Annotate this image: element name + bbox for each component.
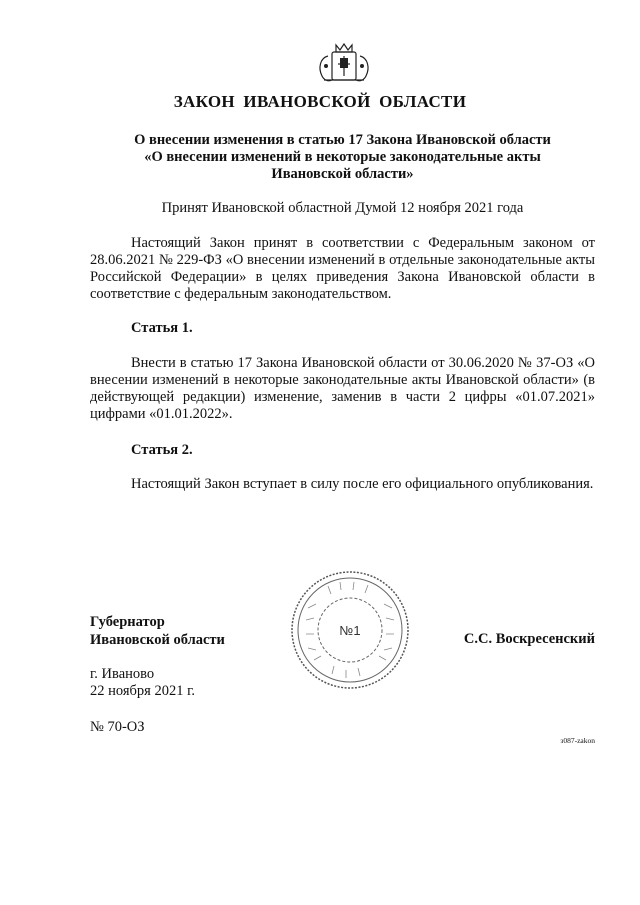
subject-line: Ивановской области» <box>271 166 414 182</box>
law-number: № 70-ОЗ <box>90 719 145 735</box>
document-code: з087-zakon <box>560 736 595 745</box>
subject-line: О внесении изменения в статью 17 Закона Ивановской области <box>134 132 551 148</box>
subject-line: «О внесении изменений в некоторые законодательные акты <box>144 149 541 165</box>
official-seal-stamp <box>288 568 412 692</box>
article-2-heading: Статья 2. <box>131 442 193 458</box>
adoption-statement: Принят Ивановской областной Думой 12 ноября 2021 года <box>161 200 524 216</box>
signatory-position <box>90 613 225 649</box>
position-line: Ивановской области <box>90 632 225 648</box>
law-title: ЗАКОН ИВАНОВСКОЙ ОБЛАСТИ <box>173 92 467 111</box>
article-1-text: Внести в статью 17 Закона Ивановской области от 30.06.2020 № 37-ОЗ «О внесении изменений в некоторые законодательные акты Ивановской области» (в действующей редакции) изменение, заменив в части 2 цифры «01.07.2021» цифрами «01.01.2022». <box>90 355 595 422</box>
place-and-date <box>90 666 195 700</box>
seal-number: №1 <box>339 623 361 638</box>
intro-paragraph: Настоящий Закон принят в соответствии с Федеральным законом от 28.06.2021 № 229-ФЗ «О внесении изменений в отдельные законодательные акты Российской Федерации» в целях приведения Закона Ивановской области в соответствие с федеральным законодательством. <box>90 235 595 302</box>
coat-of-arms-icon <box>314 42 374 84</box>
signatory-name: С.С. Воскресенский <box>463 631 595 647</box>
city: г. Иваново <box>90 666 155 682</box>
article-1-heading: Статья 1. <box>131 320 193 336</box>
date: 22 ноября 2021 г. <box>90 683 196 699</box>
article-2-text: Настоящий Закон вступает в силу после его официального опубликования. <box>131 476 594 492</box>
position-line: Губернатор <box>90 614 165 630</box>
law-subject <box>90 132 595 183</box>
